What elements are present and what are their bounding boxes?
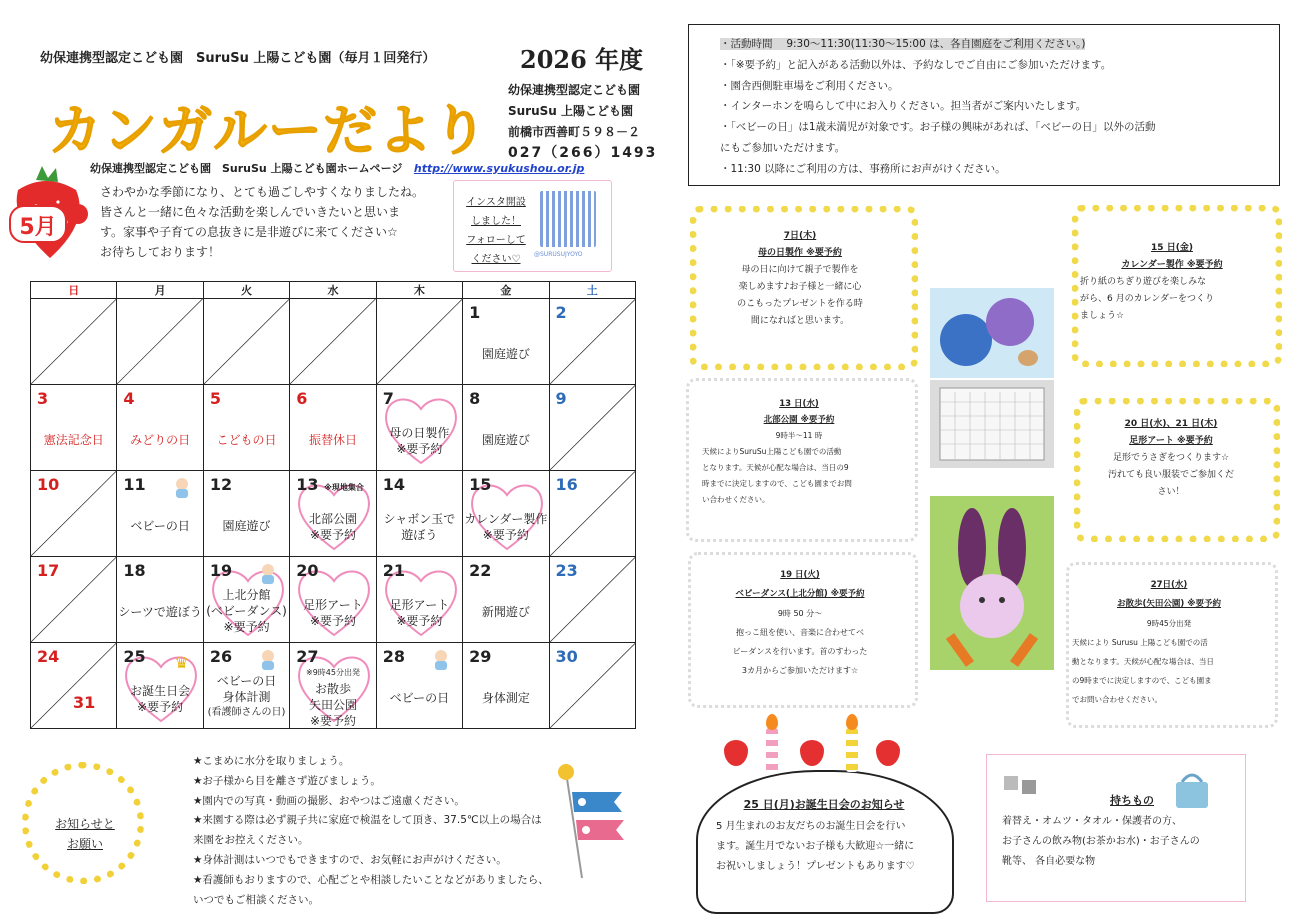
- event-body-line: 3カ月からご参加いただけます☆: [741, 666, 859, 675]
- calendar-day[interactable]: [549, 643, 635, 729]
- event-date: 27日(水): [1150, 580, 1188, 590]
- day-event: ベビーの日: [389, 691, 450, 705]
- event-body-line: 天候により Surusu 上陽こども園での活: [1072, 638, 1208, 647]
- event-body-line: 折り紙のちぎり遊びを楽しみな: [1080, 277, 1207, 287]
- day-number: 31: [73, 693, 96, 712]
- day-number: 1: [469, 303, 481, 322]
- event-title: 北部公園 ※要予約: [763, 415, 835, 425]
- notice-label: お知らせと お願い: [55, 817, 115, 851]
- calendar-day[interactable]: [31, 557, 117, 643]
- notice-item: ★来園する際は必ず親子共に家庭で検温をして頂き、37.5℃以上の場合は: [193, 814, 542, 827]
- day-number: 16: [555, 475, 578, 494]
- address-line: 前橋市西善町５９８－２: [508, 125, 641, 139]
- event-body-line: ましょう☆: [1080, 311, 1125, 321]
- calendar-day[interactable]: [117, 557, 203, 643]
- homepage-link[interactable]: http://www.syukushou.or.jp: [413, 162, 585, 175]
- calendar-day[interactable]: [203, 557, 289, 643]
- day-note: ※現地集合: [324, 483, 364, 492]
- homepage-line: [90, 160, 584, 176]
- event-body-line: 9時 50 分～: [777, 609, 823, 618]
- candle-icon: [766, 728, 778, 772]
- day-event: 園庭遊び: [481, 433, 530, 447]
- calendar-day[interactable]: [203, 643, 289, 729]
- day-number: 15: [469, 475, 492, 494]
- calendar-day[interactable]: [549, 385, 635, 471]
- event-body-line: 動となります。天候が心配な場合は、当日: [1072, 657, 1214, 666]
- strawberry-icon: [724, 740, 748, 766]
- day-number: 8: [469, 389, 481, 408]
- event-body-line: 楽しめます♪お子様と一緒に心: [738, 282, 862, 292]
- greeting-line: す。家事や子育ての息抜きに是非遊びに来てください☆: [100, 225, 398, 239]
- event-body-line: でお問い合わせください。: [1072, 695, 1162, 704]
- calendar-day[interactable]: [463, 643, 549, 729]
- holiday-label: みどりの日: [130, 433, 191, 447]
- calendar-day-empty: [117, 299, 203, 385]
- event-body-line: 母の日に向けて親子で製作を: [741, 265, 859, 275]
- event-body-line: ビーダンスを行います。首のすわった: [732, 647, 868, 656]
- event-body-line: 間になればと思います。: [750, 316, 850, 326]
- day-event: シャボン玉で 遊ぼう: [383, 512, 456, 542]
- weekday-sun: 日: [31, 282, 117, 299]
- day-number: 21: [382, 561, 405, 580]
- event-body-line: の9時までに決定しますので、こども園ま: [1072, 676, 1212, 685]
- instagram-line: しました！: [471, 216, 521, 227]
- birthday-title: 25 日(月)お誕生日会のお知らせ: [743, 798, 905, 811]
- notice-item: ★こまめに水分を取りましょう。: [193, 755, 350, 767]
- info-item: ・園舎西側駐車場をご利用ください。: [720, 79, 899, 92]
- greeting-line: 皆さんと一緒に色々な活動を楽しんでいきたいと思いま: [100, 205, 401, 219]
- day-event: ※9時45分出発 お散歩 矢田公園 ※要予約: [305, 668, 360, 728]
- day-number: 13 ※現地集合: [296, 475, 364, 494]
- calendar-day[interactable]: [463, 471, 549, 557]
- day-number: 22: [469, 561, 492, 580]
- baby-icon: [259, 563, 277, 585]
- strawberry-icon: [6, 162, 96, 262]
- calendar: [30, 281, 636, 729]
- day-number: 24: [37, 647, 60, 666]
- calendar-day[interactable]: [290, 643, 376, 729]
- event-title: カレンダー製作 ※要予約: [1121, 260, 1223, 270]
- phone-number: 027（266）1493: [508, 145, 658, 161]
- calendar-week: [31, 385, 636, 471]
- event-card: [1072, 576, 1266, 709]
- weekday-row: [31, 282, 636, 299]
- day-number: 14: [382, 475, 405, 494]
- event-body-line: さい！: [1157, 487, 1185, 497]
- greeting-line: お待ちしております！: [100, 245, 221, 259]
- day-number: 7: [382, 389, 394, 408]
- baby-icon: [432, 649, 450, 671]
- event-card: [694, 566, 906, 680]
- calendar-day[interactable]: [376, 471, 462, 557]
- calendar-week: [31, 471, 636, 557]
- day-number: 12: [209, 475, 233, 494]
- event-body-line: 9時半～11 時: [775, 431, 823, 440]
- day-event: 園庭遊び: [481, 347, 530, 361]
- flame-icon: [766, 714, 778, 730]
- day-number: 11: [123, 475, 146, 494]
- bag-icon: [1170, 768, 1214, 810]
- event-body-line: い合わせください。: [702, 495, 770, 504]
- day-number: 9: [555, 389, 567, 408]
- day-number: 28: [382, 647, 405, 666]
- day-number: 25: [123, 647, 146, 666]
- day-event: 新聞遊び: [481, 605, 530, 619]
- calendar-day[interactable]: [290, 385, 376, 471]
- address-line: SuruSu 上陽こども園: [508, 104, 634, 118]
- info-item: ・インターホンを鳴らして中にお入りください。担当者がご案内いたします。: [720, 100, 1087, 113]
- strawberry-icon: [800, 740, 824, 766]
- day-event: 足形アート ※要予約: [303, 598, 363, 628]
- day-number: 4: [123, 389, 135, 408]
- crown-icon: ♛: [174, 653, 189, 672]
- notice-item: ★園内での写真・動画の撮影、おやつはご遠慮ください。: [193, 794, 465, 807]
- carp-streamer-icon: [552, 762, 632, 882]
- day-event: シーツで遊ぼう: [118, 605, 202, 619]
- calendar-day[interactable]: [549, 471, 635, 557]
- clothes-icon: [1002, 770, 1042, 802]
- calendar-week: [31, 557, 636, 643]
- baby-icon: [173, 477, 191, 499]
- holiday-label: こどもの日: [216, 433, 277, 447]
- belongings-title: 持ちもの: [1110, 794, 1154, 807]
- day-number: 17: [37, 561, 60, 580]
- calendar-day[interactable]: [31, 643, 117, 729]
- calendar-day[interactable]: [549, 557, 635, 643]
- event-title: 母の日製作 ※要予約: [758, 248, 842, 258]
- day-number: 2: [555, 303, 567, 322]
- info-item: ・「※要予約」と記入がある活動以外は、予約なしでご自由にご参加いただけます。: [720, 58, 1112, 71]
- event-title: ベビーダンス(上北分館) ※要予約: [735, 589, 865, 599]
- event-body-line: 時までに決定しますので、こども園までお問: [702, 479, 852, 488]
- day-event: 北部公園 ※要予約: [308, 512, 357, 542]
- day-event: 上北分館 (ベビーダンス) ※要予約: [206, 588, 287, 634]
- calendar-day[interactable]: [203, 385, 289, 471]
- calendar-week: [31, 299, 636, 385]
- info-item: ・活動時間 9:30～11:30(11:30～15:00 は、各自園庭をご利用ください。): [720, 38, 1086, 50]
- day-number: 18: [123, 561, 146, 580]
- notice-item: ★看護師もおりますので、心配ごとや相談したいことなどがありましたら、: [193, 873, 549, 886]
- event-card: [1082, 416, 1260, 501]
- notice-item: ★身体計測はいつでもできますので、お気軽にお声がけください。: [193, 853, 507, 866]
- day-event: 園庭遊び: [222, 519, 271, 533]
- greeting-line: さわやかな季節になり、とても過ごしやすくなりましたね。: [100, 185, 425, 199]
- calendar-day-empty: [31, 299, 117, 385]
- event-date: 15 日(金): [1151, 243, 1193, 253]
- event-title: 足形アート ※要予約: [1129, 436, 1213, 446]
- flame-icon: [846, 714, 858, 730]
- day-number: 23: [555, 561, 578, 580]
- day-number: 26: [209, 647, 233, 666]
- weekday-tue: 火: [203, 282, 289, 299]
- day-number: 6: [296, 389, 308, 408]
- event-date: 7日(木): [783, 231, 817, 241]
- belongings-body: 着替え・オムツ・タオル・保護者の方、 お子さんの飲み物(お茶かお水)・お子さんの 靴等、 各自必要な物: [1002, 816, 1200, 867]
- calendar-day[interactable]: [203, 471, 289, 557]
- event-card: [692, 396, 906, 508]
- calendar-day[interactable]: [117, 643, 203, 729]
- holiday-label: 振替休日: [308, 433, 357, 447]
- instagram-box: [453, 180, 612, 272]
- event-date: 20 日(水)、21 日(木): [1124, 419, 1218, 429]
- homepage-label: 幼保連携型認定こども園 SuruSu 上陽こども園ホームページ: [90, 162, 403, 175]
- event-body-line: のこもったプレゼントを作る時: [737, 299, 863, 309]
- baby-icon: [259, 649, 277, 671]
- calendar-week: [31, 643, 636, 729]
- event-body-line: 天候によりSuruSu上陽こども園での活動: [702, 447, 842, 456]
- calendar-day[interactable]: [117, 385, 203, 471]
- weekday-thu: 木: [376, 282, 462, 299]
- event-card: [700, 228, 900, 330]
- strawberry-icon: [876, 740, 900, 766]
- calendar-day-empty: [290, 299, 376, 385]
- greeting: [100, 182, 430, 262]
- calendar-day[interactable]: [549, 299, 635, 385]
- weekday-fri: 金: [463, 282, 549, 299]
- day-event: お誕生日会 ※要予約: [130, 684, 191, 714]
- instagram-line: フォローして: [466, 235, 526, 246]
- event-body-line: 汚れても良い服装でご参加くだ: [1107, 470, 1234, 480]
- day-number: 10: [37, 475, 60, 494]
- info-item: ・「ベビーの日」は1歳未満児が対象です。お子様の興味があれば、「ベビーの日」以外の活動: [720, 121, 1156, 134]
- event-body-line: がら、6 月のカレンダーをつくり: [1080, 294, 1215, 304]
- day-number: 5: [209, 389, 221, 408]
- notice-item: いつでもご相談ください。: [193, 893, 319, 906]
- notice-item: 来園をお控えください。: [193, 834, 309, 847]
- newsletter-title: カンガルーだより: [48, 99, 488, 162]
- event-card: [1080, 240, 1264, 325]
- calendar-day-empty: [203, 299, 289, 385]
- month-badge: 5月: [19, 215, 57, 240]
- info-item: にもご参加いただけます。: [720, 141, 846, 154]
- calendar-day[interactable]: [376, 557, 462, 643]
- day-number: 3: [37, 389, 49, 408]
- event-body-line: 足形でうさぎをつくります☆: [1112, 453, 1230, 463]
- day-number: 19: [209, 561, 233, 580]
- instagram-handle: @SURUSUJYOYO: [534, 251, 583, 258]
- year-label: 2026 年度: [520, 45, 644, 74]
- calendar-day[interactable]: [376, 385, 462, 471]
- birthday-body: 5 月生まれのお友だちのお誕生日会を行い ます。誕生月でないお子様も大歓迎☆一緒に お祝いしましょう！プレゼントもあります♡: [716, 821, 915, 872]
- calendar-day[interactable]: [290, 557, 376, 643]
- calendar-day[interactable]: [117, 471, 203, 557]
- notice-item: ★お子様から目を離さず遊びましょう。: [193, 774, 381, 787]
- instagram-text: [462, 193, 530, 269]
- instagram-line: ください♡: [471, 254, 521, 265]
- calendar-day-empty: [376, 299, 462, 385]
- day-event: ベビーの日 身体計測 (看護師さんの日): [207, 674, 286, 718]
- calendar-day[interactable]: [463, 557, 549, 643]
- day-number: 20: [296, 561, 319, 580]
- day-event: 身体測定: [481, 691, 530, 705]
- org-line: 幼保連携型認定こども園 SuruSu 上陽こども園（毎月１回発行）: [40, 51, 436, 66]
- event-title: お散歩(矢田公園) ※要予約: [1117, 599, 1221, 609]
- day-event: カレンダー製作 ※要予約: [464, 512, 548, 542]
- address-block: [508, 80, 657, 164]
- calendar-day[interactable]: [376, 643, 462, 729]
- event-body-line: 抱っこ紐を使い、音楽に合わせてベ: [736, 628, 864, 637]
- day-number: 27: [296, 647, 319, 666]
- day-event: ベビーの日: [130, 519, 190, 533]
- day-event: 母の日製作 ※要予約: [389, 426, 450, 456]
- craft-photo-footprint-rabbit[interactable]: [930, 496, 1054, 670]
- calendar-day[interactable]: [31, 471, 117, 557]
- calendar-day[interactable]: [463, 385, 549, 471]
- qr-code-icon[interactable]: [540, 191, 596, 247]
- info-item: ・11:30 以降にご利用の方は、事務所にお声がけください。: [720, 162, 1006, 175]
- calendar-day[interactable]: [290, 471, 376, 557]
- calendar-day[interactable]: [463, 299, 549, 385]
- event-body-line: となります。天候が心配な場合は、当日の9: [702, 463, 849, 472]
- craft-photo-hydrangea-calendar[interactable]: [930, 288, 1054, 468]
- instagram-line: インスタ開設: [466, 197, 526, 208]
- weekday-sat: 土: [549, 282, 635, 299]
- address-line: 幼保連携型認定こども園: [508, 83, 641, 97]
- weekday-wed: 水: [290, 282, 376, 299]
- day-event: 足形アート ※要予約: [389, 598, 450, 628]
- day-number: 29: [469, 647, 492, 666]
- candle-icon: [846, 728, 858, 772]
- event-date: 13 日(水): [779, 399, 819, 409]
- calendar-day[interactable]: [31, 385, 117, 471]
- event-date: 19 日(火): [780, 570, 820, 580]
- weekday-mon: 月: [117, 282, 203, 299]
- info-list: [720, 34, 1270, 180]
- holiday-label: 憲法記念日: [43, 433, 104, 447]
- day-number: 30: [555, 647, 578, 666]
- event-body-line: 9時45分出発: [1146, 619, 1192, 628]
